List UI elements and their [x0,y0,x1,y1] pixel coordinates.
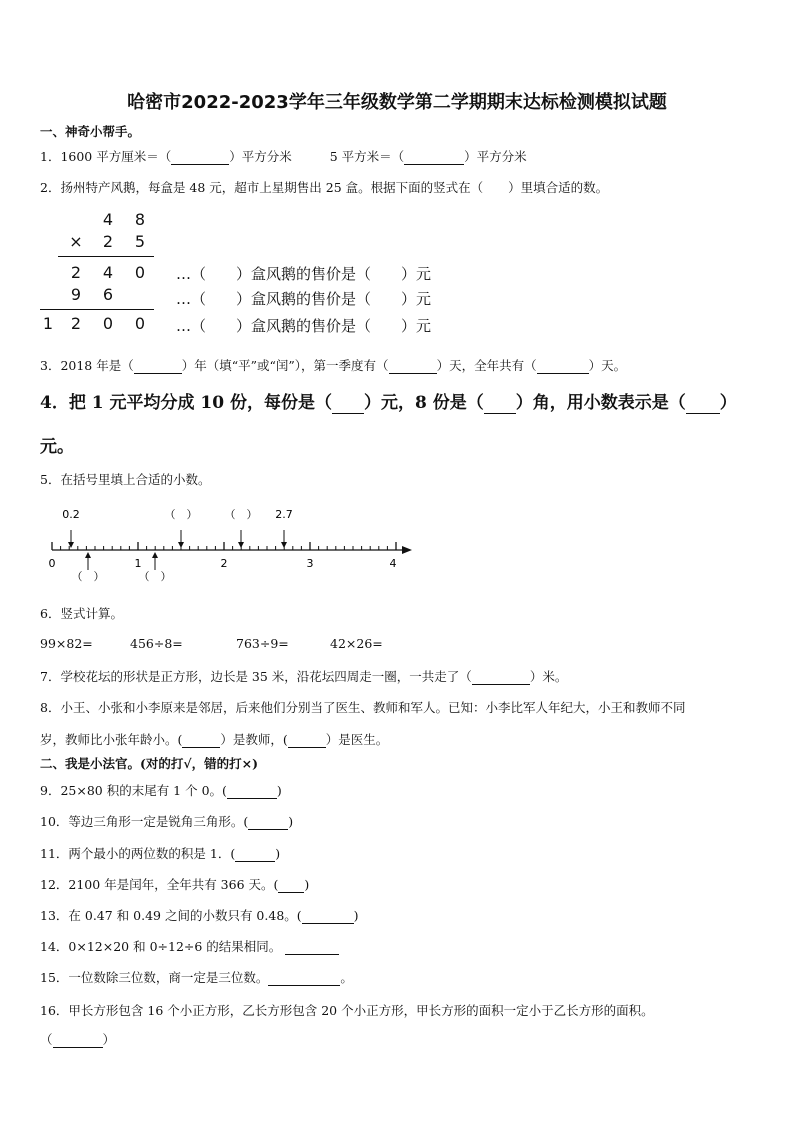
multiply-sign: × [69,232,83,251]
q13-blank[interactable] [302,908,354,924]
bottom-label: （ ） [71,570,105,583]
q4-text-b: ）元，8 份是（ [364,393,484,413]
question-8-line-2 [40,730,388,748]
q9-blank[interactable] [227,783,277,799]
q7-text-b: ）米。 [529,669,568,684]
question-8-line-1: 8．小王、小张和小李原来是邻居，后来他们分别当了医生、教师和军人。已知：小李比军人年纪大，小王和教师不同 [40,700,686,715]
q12-blank[interactable] [278,877,304,893]
q8-blank-1[interactable] [182,732,220,748]
question-7 [40,667,567,685]
digit: 2 [70,314,82,333]
digit: 9 [70,285,82,304]
calc-item: 456÷8= [130,636,183,651]
q3-text-b: ）年（填“平”或“闰”），第一季度有（ [181,358,389,373]
q16-blank[interactable] [53,1032,103,1048]
question-14 [40,937,339,955]
digit: 2 [102,232,114,251]
top-arrow-3 [238,530,244,548]
q3-text-a: 3．2018 年是（ [40,358,134,373]
q14-text: 14．0×12×20 和 0÷12÷6 的结果相同。 [40,939,282,954]
digit: 8 [134,210,146,229]
q1-blank-2[interactable] [404,149,464,165]
q12-text: 12．2100 年是闰年，全年共有 366 天。( [40,877,279,892]
q4-text-d: ） [719,393,737,413]
number-line-arrow [402,546,412,554]
q1-blank-1[interactable] [171,149,229,165]
page-title: 哈密市2022-2023学年三年级数学第二学期期末达标检测模拟试题 [127,92,667,113]
q4-blank-1[interactable] [332,393,364,414]
q4-blank-3[interactable] [686,393,720,414]
q10-text: 10．等边三角形一定是锐角三角形。( [40,814,249,829]
q1-text-c: 5 平方米＝（ [329,149,405,164]
vertical-note-2[interactable]: …（ ）盒风鹅的售价是（ ）元 [176,290,432,308]
q8-blank-2[interactable] [288,732,326,748]
digit: 4 [102,210,114,229]
question-16-line-1: 16．甲长方形包含 16 个小正方形，乙长方形包含 20 个小正方形，甲长方形的面积一定小于乙长方形的面积。 [40,1003,654,1018]
top-label: （ ） [164,508,198,521]
digit: 4 [102,263,114,282]
question-6: 6．竖式计算。 [40,606,123,621]
q11-text: 11．两个最小的两位数的积是 1．( [40,846,236,861]
question-4 [40,388,737,414]
bottom-label: （ ） [138,570,172,583]
q9-text: 9．25×80 积的末尾有 1 个 0。( [40,783,227,798]
question-13 [40,906,359,924]
digit: 6 [102,285,114,304]
tick-label: 0 [48,557,56,570]
tick-label: 2 [220,557,228,570]
number-line-figure [40,500,420,590]
top-arrow-0.2 [68,530,74,548]
q8-text-c: ）是医生。 [325,732,389,747]
q3-blank-3[interactable] [537,358,589,374]
digit: 0 [134,314,146,333]
q15-blank[interactable] [268,970,340,986]
question-5: 5．在括号里填上合适的小数。 [40,472,211,487]
digit: 2 [70,263,82,282]
q15-text: 15．一位数除三位数，商一定是三位数。 [40,970,269,985]
q7-blank[interactable] [472,669,530,685]
q7-text-a: 7．学校花坛的形状是正方形，边长是 35 米，沿花坛四周走一圈，一共走了（ [40,669,472,684]
q13-text: 13．在 0.47 和 0.49 之间的小数只有 0.48。( [40,908,302,923]
bottom-arrow-2 [152,552,158,570]
q16-open: （ [40,1032,53,1047]
q8-text-a: 岁，教师比小张年龄小。( [40,732,183,747]
question-10 [40,812,293,830]
q4-blank-2[interactable] [484,393,516,414]
q16-close: ） [102,1032,116,1047]
question-4-continued: 元。 [40,437,74,457]
calc-item: 763÷9= [236,636,289,651]
question-3 [40,356,626,374]
question-12 [40,875,309,893]
digit: 0 [102,314,114,333]
top-arrow-2.7 [281,530,287,548]
q10-blank[interactable] [248,814,288,830]
q15-end: 。 [340,970,353,985]
calc-item: 99×82= [40,636,93,651]
tick-label: 3 [306,557,314,570]
q8-text-b: ）是教师，( [220,732,288,747]
q3-blank-2[interactable] [389,358,437,374]
q4-text-c: ）角，用小数表示是（ [515,393,686,413]
q3-text-c: ）天，全年共有（ [436,358,537,373]
tick-label: 4 [389,557,397,570]
question-11 [40,844,280,862]
q11-end: ) [275,846,281,861]
q13-end: ) [353,908,359,923]
q9-end: ) [276,783,282,798]
digit: 0 [134,263,146,282]
bottom-arrow-1 [85,552,91,570]
vertical-note-1[interactable]: …（ ）盒风鹅的售价是（ ）元 [176,265,432,283]
calc-item: 42×26= [330,636,383,651]
q3-text-d: ）天。 [588,358,627,373]
q11-blank[interactable] [235,846,275,862]
question-9 [40,781,282,799]
rule-line [40,309,154,310]
q12-end: ) [304,877,310,892]
digit: 5 [134,232,146,251]
q1-text-b: ）平方分米 [229,149,292,164]
top-arrow-2 [178,530,184,548]
digit: 1 [42,314,54,333]
question-2: 2．扬州特产风鹅，每盒是 48 元，超市上星期售出 25 盒。根据下面的竖式在（ ）里填合适的数。 [40,180,609,195]
q1-text-a: 1．1600 平方厘米＝（ [40,149,172,164]
vertical-note-3[interactable]: …（ ）盒风鹅的售价是（ ）元 [176,317,432,335]
section-1-heading: 一、神奇小帮手。 [40,124,141,139]
top-label: 2.7 [275,508,293,521]
question-15 [40,968,353,986]
question-16-line-2 [40,1030,115,1048]
rule-line [58,256,154,257]
section-2-heading: 二、我是小法官。(对的打√，错的打×) [40,756,259,771]
top-label: （ ） [224,508,258,521]
q3-blank-1[interactable] [134,358,182,374]
q1-text-d: ）平方分米 [464,149,527,164]
q10-end: ) [288,814,294,829]
tick-label: 1 [134,557,142,570]
q4-text-a: 4．把 1 元平均分成 10 份，每份是（ [40,393,332,413]
q14-blank[interactable] [285,939,339,955]
top-label: 0.2 [62,508,80,521]
question-1 [40,147,527,165]
